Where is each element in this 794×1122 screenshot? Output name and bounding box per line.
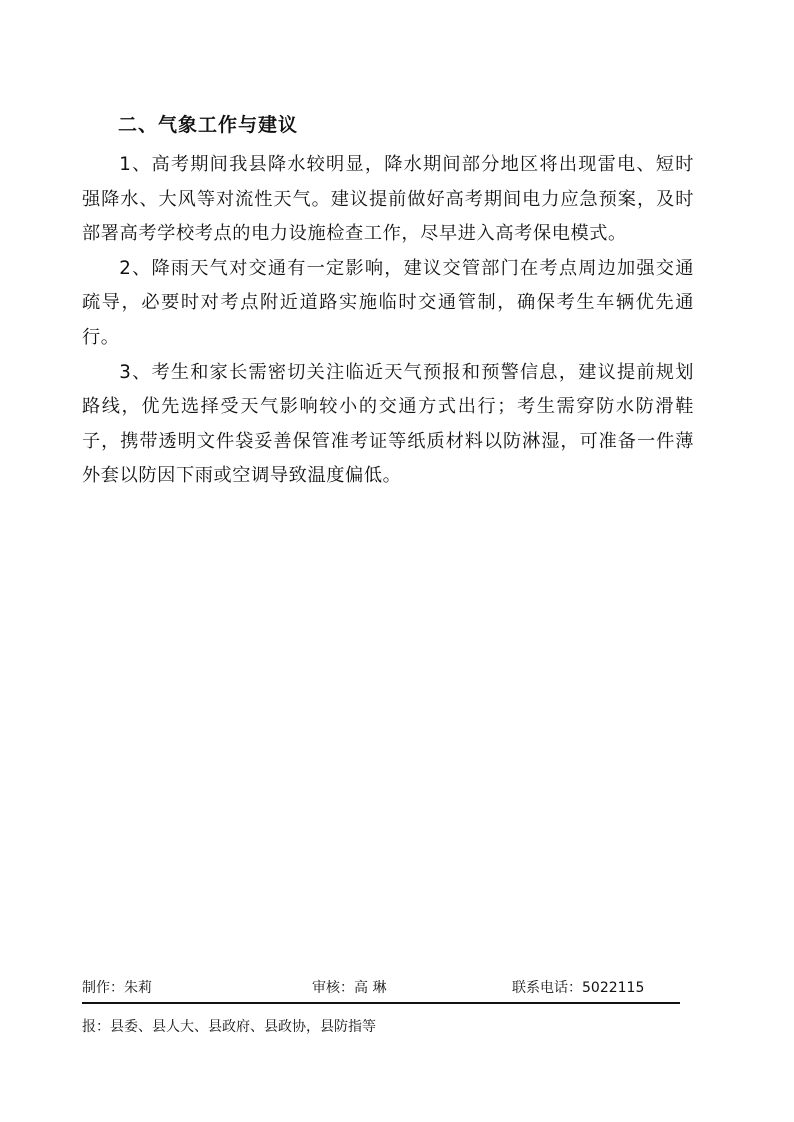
contact-phone: 联系电话：5022115 bbox=[512, 980, 645, 996]
document-footer bbox=[82, 973, 680, 1036]
paragraph-2: 2、降雨天气对交通有一定影响，建议交管部门在考点周边加强交通疏导，必要时对考点附近道路实施临时交通管制，确保考生车辆优先通行。 bbox=[82, 257, 694, 348]
footer-divider bbox=[82, 1002, 680, 1004]
distribution-list: 报：县委、县人大、县政府、县政协，县防指等 bbox=[82, 1019, 376, 1035]
paragraph-3: 3、考生和家长需密切关注临近天气预报和预警信息，建议提前规划路线，优先选择受天气影响较小的交通方式出行；考生需穿防水防滑鞋子，携带透明文件袋妥善保管准考证等纸质材料以防淋湿，可准备一件薄外套以防因下雨或空调导致温度偏低。 bbox=[82, 361, 694, 487]
footer-credits bbox=[82, 973, 680, 999]
paragraph-1: 1、高考期间我县降水较明显，降水期间部分地区将出现雷电、短时强降水、大风等对流性天气。建议提前做好高考期间电力应急预案，及时部署高考学校考点的电力设施检查工作，尽早进入高考保电模式。 bbox=[82, 154, 694, 245]
body-text bbox=[82, 148, 694, 494]
section-heading: 二、气象工作与建议 bbox=[118, 114, 299, 136]
maker-label: 制作：朱莉 bbox=[82, 980, 152, 996]
reviewer-label: 审核：高 琳 bbox=[312, 980, 387, 996]
